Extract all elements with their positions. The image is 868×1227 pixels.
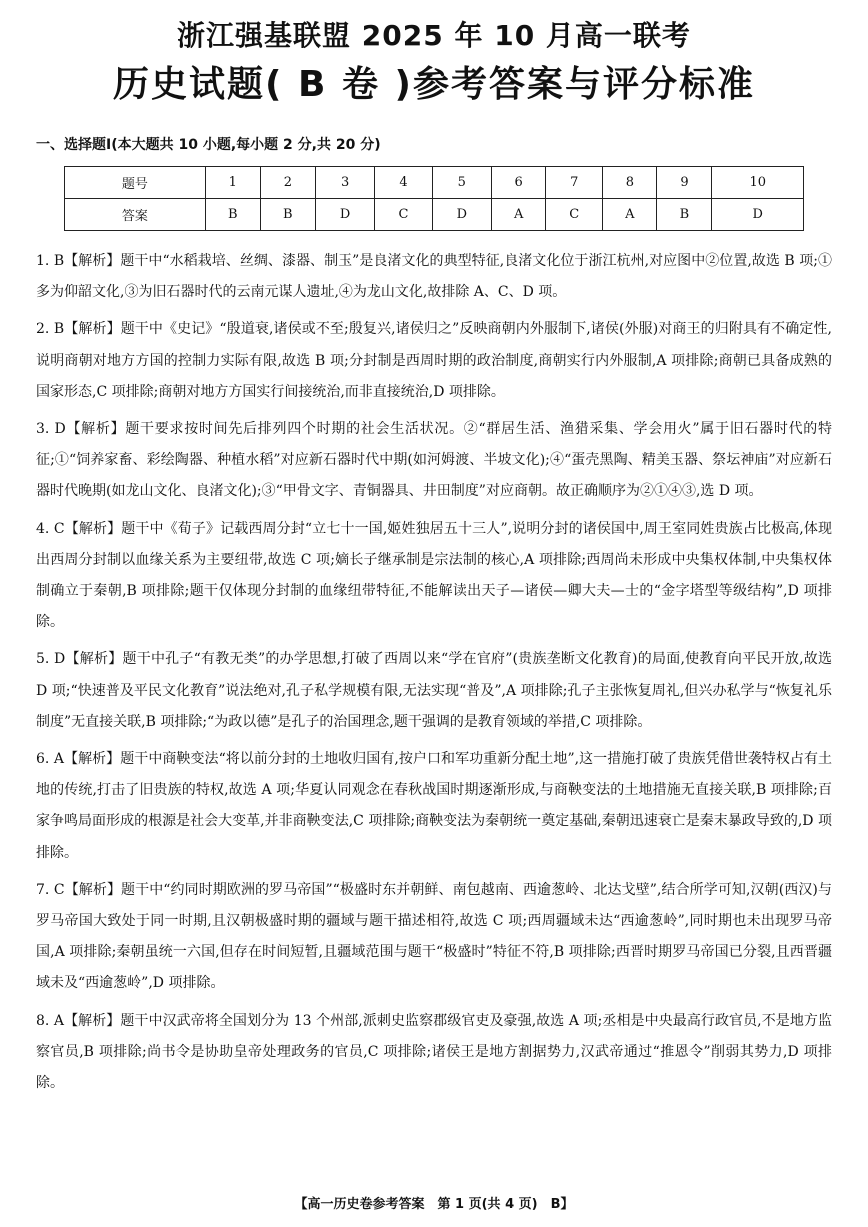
title-line-1: 浙江强基联盟 2025 年 10 月高一联考	[177, 19, 691, 52]
section-heading: 一、选择题Ⅰ(本大题共 10 小题,每小题 2 分,共 20 分)	[36, 137, 381, 153]
answer-cell: B	[205, 199, 260, 231]
question-number: 7	[546, 167, 603, 199]
question-number: 3	[315, 167, 375, 199]
explanation-item: 2. B【解析】题干中《史记》“殷道衰,诸侯或不至;殷复兴,诸侯归之”反映商朝内外服制下,诸侯(外服)对商王的归附具有不确定性,说明商朝对地方方国的控制力实际有限,故选 B 项;分封制是西周时期的政治制度,商朝实行内外服制,A 项排除;商朝已具备成熟的国家形态,C 项排除;商朝对地方方国实行间接统治,而非直接统治,D 项排除。	[36, 321, 832, 400]
row-label-number: 题号	[65, 167, 206, 199]
answer-table	[64, 166, 804, 231]
answer-cell: C	[375, 199, 432, 231]
question-number: 8	[603, 167, 657, 199]
explanation-item: 1. B【解析】题干中“水稻栽培、丝绸、漆器、制玉”是良渚文化的典型特征,良渚文化位于浙江杭州,对应图中②位置,故选 B 项;①多为仰韶文化,③为旧石器时代的云南元谋人遗址,④为龙山文化,故排除 A、C、D 项。	[36, 253, 832, 301]
explanation-item: 6. A【解析】题干中商鞅变法“将以前分封的土地收归国有,按户口和军功重新分配土地”,这一措施打破了贵族凭借世袭特权占有土地的传统,打击了旧贵族的特权,故选 A 项;华夏认同观念在春秋战国时期逐渐形成,与商鞅变法的土地措施无直接关联,B 项排除;百家争鸣局面形成的根源是社会大变革,并非商鞅变法,C 项排除;商鞅变法为秦朝统一奠定基础,秦朝迅速衰亡是秦末暴政导致的,D 项排除。	[36, 751, 832, 861]
question-number: 5	[432, 167, 492, 199]
table-row-numbers	[65, 167, 804, 199]
question-number: 6	[492, 167, 546, 199]
answer-cell: A	[492, 199, 546, 231]
answer-cell: D	[712, 199, 804, 231]
answer-cell: B	[657, 199, 712, 231]
explanation-item: 5. D【解析】题干中孔子“有教无类”的办学思想,打破了西周以来“学在官府”(贵族垄断文化教育)的局面,使教育向平民开放,故选 D 项;“快速普及平民文化教育”说法绝对,孔子私学规模有限,无法实现“普及”,A 项排除;孔子主张恢复周礼,但兴办私学与“恢复礼乐制度”无直接关联,B 项排除;“为政以德”是孔子的治国理念,题干强调的是教育领域的举措,C 项排除。	[36, 651, 832, 730]
table-row-answers	[65, 199, 804, 231]
question-number: 2	[260, 167, 315, 199]
question-number: 9	[657, 167, 712, 199]
answer-cell: A	[603, 199, 657, 231]
question-number: 1	[205, 167, 260, 199]
page-footer: 【高一历史卷参考答案 第 1 页(共 4 页) B】	[294, 1197, 574, 1212]
answer-cell: B	[260, 199, 315, 231]
explanation-item: 8. A【解析】题干中汉武帝将全国划分为 13 个州部,派刺史监察郡级官吏及豪强,故选 A 项;丞相是中央最高行政官员,不是地方监察官员,B 项排除;尚书令是协助皇帝处理政务的官员,C 项排除;诸侯王是地方割据势力,汉武帝通过“推恩令”削弱其势力,D 项排除。	[36, 1012, 832, 1092]
answer-cell: C	[546, 199, 603, 231]
answer-cell: D	[432, 199, 492, 231]
question-number: 4	[375, 167, 432, 199]
explanation-list	[36, 246, 832, 1105]
explanation-item: 4. C【解析】题干中《荀子》记载西周分封“立七十一国,姬姓独居五十三人”,说明分封的诸侯国中,周王室同姓贵族占比极高,体现出西周分封制以血缘关系为主要纽带,故选 C 项;嫡长子继承制是宗法制的核心,A 项排除;西周尚未形成中央集权体制,中央集权体制确立于秦朝,B 项排除;题干仅体现分封制的血缘纽带特征,不能解读出天子—诸侯—卿大夫—士的“金字塔型等级结构”,D 项排除。	[36, 520, 832, 631]
question-number: 10	[712, 167, 804, 199]
title-line-2: 历史试题( B 卷 )参考答案与评分标准	[113, 64, 755, 105]
explanation-item: 3. D【解析】题干要求按时间先后排列四个时期的社会生活状况。②“群居生活、渔猎采集、学会用火”属于旧石器时代的特征;①“饲养家畜、彩绘陶器、种植水稻”对应新石器时代中期(如河姆渡、半坡文化);④“蛋壳黑陶、精美玉器、祭坛神庙”对应新石器时代晚期(如龙山文化、良渚文化);③“甲骨文字、青铜器具、井田制度”对应商朝。故正确顺序为②①④③,选 D 项。	[36, 421, 832, 500]
answer-cell: D	[315, 199, 375, 231]
row-label-answer: 答案	[65, 199, 206, 231]
explanation-item: 7. C【解析】题干中“约同时期欧洲的罗马帝国”“极盛时东并朝鲜、南包越南、西逾葱岭、北达戈壁”,结合所学可知,汉朝(西汉)与罗马帝国大致处于同一时期,且汉朝极盛时期的疆域与题干描述相符,故选 C 项;西周疆域未达“西逾葱岭”,同时期也未出现罗马帝国,A 项排除;秦朝虽统一六国,但存在时间短暂,且疆域范围与题干“极盛时”特征不符,B 项排除;西晋时期罗马帝国已分裂,且西晋疆域未及“西逾葱岭”,D 项排除。	[36, 881, 832, 992]
